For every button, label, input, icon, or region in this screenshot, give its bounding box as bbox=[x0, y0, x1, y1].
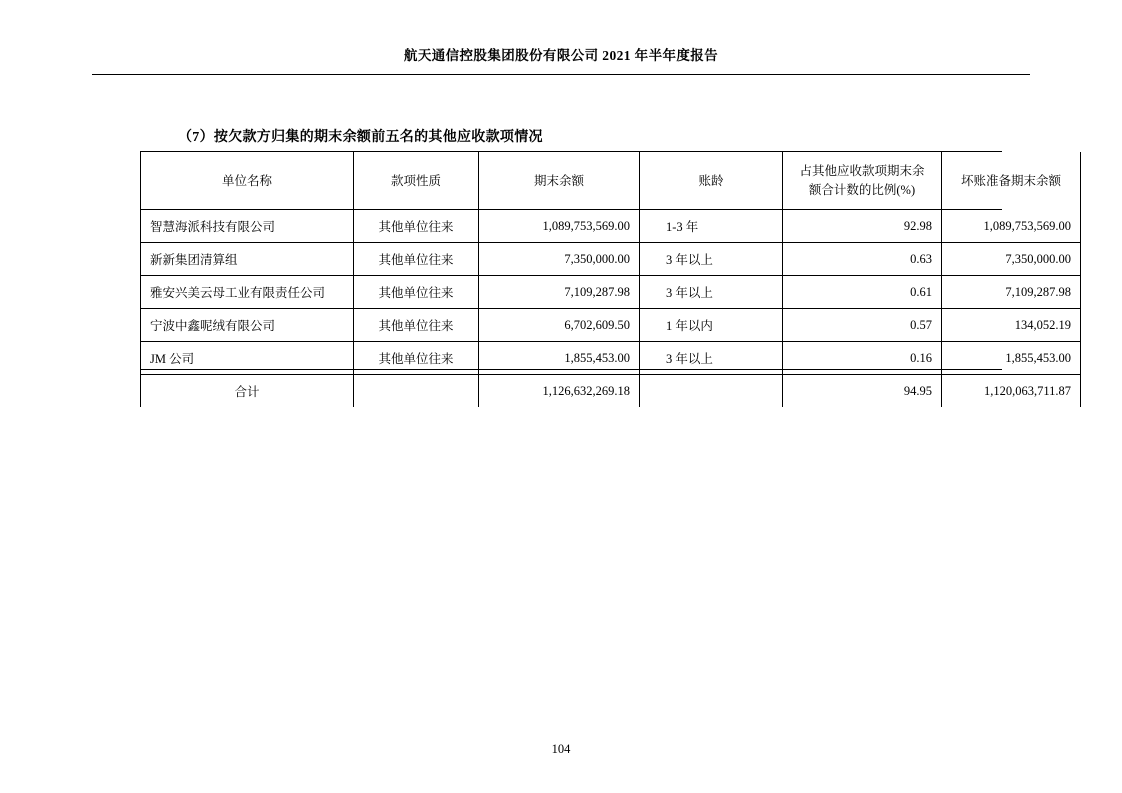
report-title: 航天通信控股集团股份有限公司 2021 年半年度报告 bbox=[403, 48, 719, 63]
cell-aging: 3 年以上 bbox=[640, 243, 783, 276]
table-total-row bbox=[141, 375, 1081, 408]
cell-unit-name: 新新集团清算组 bbox=[141, 243, 354, 276]
cell-bad-debt: 1,089,753,569.00 bbox=[942, 210, 1081, 243]
cell-nature: 其他单位往来 bbox=[354, 309, 479, 342]
header-divider bbox=[92, 74, 1030, 75]
cell-total-balance: 1,126,632,269.18 bbox=[479, 375, 640, 408]
cell-proportion: 0.63 bbox=[783, 243, 942, 276]
cell-total-bad-debt: 1,120,063,711.87 bbox=[942, 375, 1081, 408]
cell-total-aging bbox=[640, 375, 783, 408]
cell-unit-name: 智慧海派科技有限公司 bbox=[141, 210, 354, 243]
page-number: 104 bbox=[551, 742, 571, 756]
column-header-ending-balance: 期末余额 bbox=[479, 152, 640, 210]
page-header bbox=[92, 46, 1030, 66]
cell-proportion: 0.16 bbox=[783, 342, 942, 375]
column-header-bad-debt: 坏账准备期末余额 bbox=[942, 152, 1081, 210]
cell-ending-balance: 7,350,000.00 bbox=[479, 243, 640, 276]
column-header-proportion bbox=[783, 152, 942, 210]
cell-ending-balance: 6,702,609.50 bbox=[479, 309, 640, 342]
cell-total-nature bbox=[354, 375, 479, 408]
cell-bad-debt: 134,052.19 bbox=[942, 309, 1081, 342]
cell-nature: 其他单位往来 bbox=[354, 342, 479, 375]
cell-total-proportion: 94.95 bbox=[783, 375, 942, 408]
cell-proportion: 92.98 bbox=[783, 210, 942, 243]
cell-unit-name: 雅安兴美云母工业有限责任公司 bbox=[141, 276, 354, 309]
table-row bbox=[141, 210, 1081, 243]
cell-ending-balance: 1,855,453.00 bbox=[479, 342, 640, 375]
column-header-proportion-line1: 占其他应收款项期末余 bbox=[799, 164, 925, 178]
cell-aging: 1 年以内 bbox=[640, 309, 783, 342]
column-header-nature: 款项性质 bbox=[354, 152, 479, 210]
cell-nature: 其他单位往来 bbox=[354, 276, 479, 309]
cell-nature: 其他单位往来 bbox=[354, 243, 479, 276]
cell-proportion: 0.61 bbox=[783, 276, 942, 309]
column-header-aging: 账龄 bbox=[640, 152, 783, 210]
cell-bad-debt: 7,109,287.98 bbox=[942, 276, 1081, 309]
cell-ending-balance: 1,089,753,569.00 bbox=[479, 210, 640, 243]
table-row bbox=[141, 342, 1081, 375]
cell-aging: 1-3 年 bbox=[640, 210, 783, 243]
column-header-proportion-line2: 额合计数的比例(%) bbox=[808, 183, 916, 197]
other-receivables-top5-table bbox=[140, 152, 1071, 407]
section-heading: （7）按欠款方归集的期末余额前五名的其他应收款项情况 bbox=[178, 130, 543, 145]
cell-nature: 其他单位往来 bbox=[354, 210, 479, 243]
table-row bbox=[141, 243, 1081, 276]
cell-aging: 3 年以上 bbox=[640, 276, 783, 309]
column-header-unit-name: 单位名称 bbox=[141, 152, 354, 210]
cell-total-label: 合计 bbox=[141, 375, 354, 408]
table-header-row bbox=[141, 152, 1081, 210]
cell-unit-name: 宁波中鑫呢绒有限公司 bbox=[141, 309, 354, 342]
cell-aging: 3 年以上 bbox=[640, 342, 783, 375]
table-row bbox=[141, 309, 1081, 342]
cell-proportion: 0.57 bbox=[783, 309, 942, 342]
cell-unit-name: JM 公司 bbox=[141, 342, 354, 375]
cell-bad-debt: 1,855,453.00 bbox=[942, 342, 1081, 375]
table-row bbox=[141, 276, 1081, 309]
cell-ending-balance: 7,109,287.98 bbox=[479, 276, 640, 309]
cell-bad-debt: 7,350,000.00 bbox=[942, 243, 1081, 276]
